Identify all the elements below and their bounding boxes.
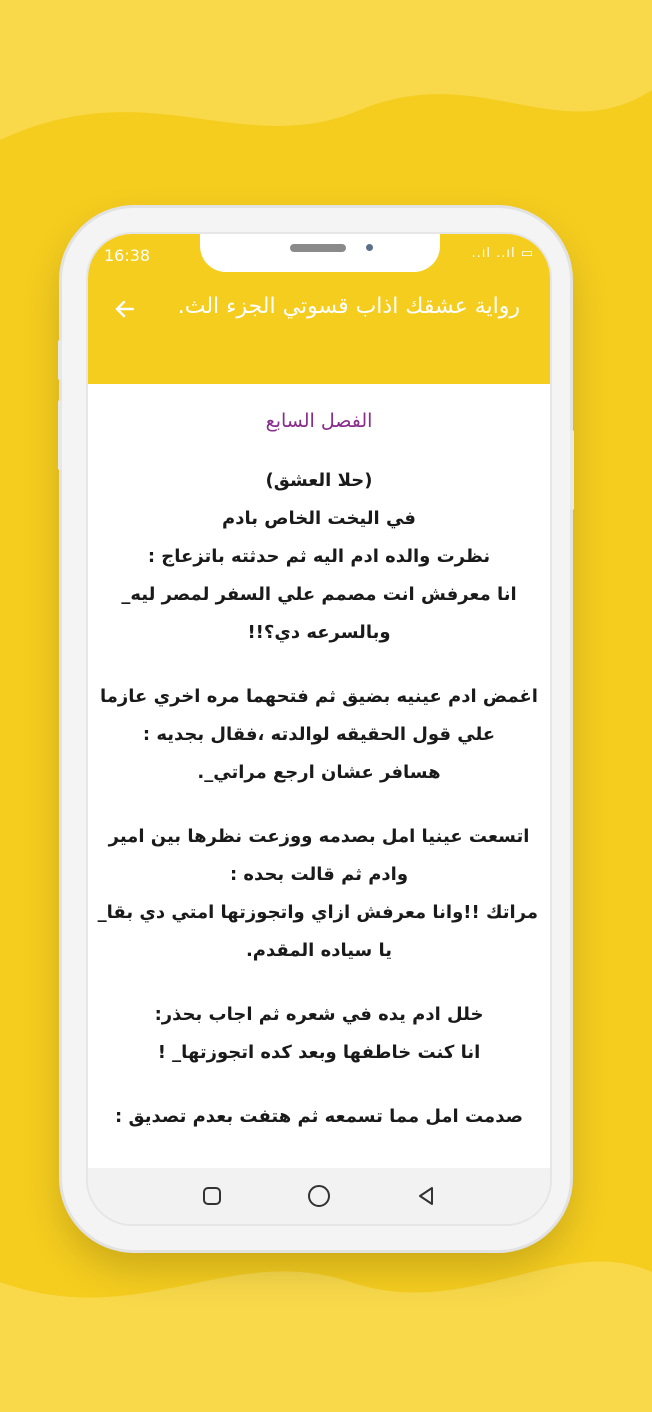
text-line: صدمت امل مما تسمعه ثم هتفت بعدم تصديق : xyxy=(115,1106,523,1127)
back-button[interactable] xyxy=(110,294,140,324)
camera-dot xyxy=(366,244,373,251)
paragraph xyxy=(100,996,538,1072)
phone-side-button xyxy=(58,400,62,470)
phone-side-button xyxy=(58,340,62,380)
paragraph xyxy=(97,818,538,970)
text-line: خلل ادم يده في شعره ثم اجاب بحذر: xyxy=(154,1004,484,1025)
back-nav-button[interactable] xyxy=(406,1176,446,1216)
status-time: 16:38 xyxy=(104,246,151,265)
triangle-back-icon xyxy=(415,1185,437,1207)
system-navbar xyxy=(88,1168,550,1224)
text-line: انا كنت خاطفها وبعد كده اتجوزتها_ ! xyxy=(157,1042,481,1063)
chapter-content[interactable] xyxy=(88,404,550,1169)
toolbar-title: رواية عشقك اذاب قسوتي الجزء الث. xyxy=(177,294,520,319)
text-line: وبالسرعه دي؟!! xyxy=(247,622,391,643)
circle-icon xyxy=(306,1183,332,1209)
chapter-title: الفصل السابع xyxy=(265,410,373,432)
notch xyxy=(200,234,440,272)
recents-button[interactable] xyxy=(192,1176,232,1216)
text-line: انا معرفش انت مصمم علي السفر لمصر ليه_ xyxy=(121,584,517,605)
text-line: مراتك !!وانا معرفش ازاي واتجوزتها امتي دي بقا_ xyxy=(97,902,538,923)
paragraph xyxy=(100,462,538,652)
text-line: وادم ثم قالت بحده : xyxy=(229,864,409,885)
text-line: هسافر عشان ارجع مراتي_. xyxy=(197,762,441,783)
speaker xyxy=(290,244,346,252)
text-line: اغمض ادم عينيه بضيق ثم فتحهما مره اخري عازما xyxy=(100,686,538,707)
phone-side-button xyxy=(570,430,574,510)
text-line: علي قول الحقيقه لوالدته ،فقال بجديه : xyxy=(142,724,496,745)
paragraph xyxy=(100,1098,538,1136)
text-line: اتسعت عينيا امل بصدمه ووزعت نظرها بين امير xyxy=(108,826,530,847)
phone-screen xyxy=(86,232,552,1226)
text-line: نظرت والده ادم اليه ثم حدثته باتزعاج : xyxy=(147,546,491,567)
text-line: في اليخت الخاص بادم xyxy=(222,508,416,529)
background-wave-top xyxy=(0,0,652,200)
text-line: (حلا العشق) xyxy=(265,470,373,491)
arrow-left-icon xyxy=(113,297,137,321)
paragraph xyxy=(100,678,538,792)
square-icon xyxy=(201,1185,223,1207)
header-wave xyxy=(88,330,550,400)
status-indicators: ..ıl ..ıl ▭ xyxy=(471,246,534,261)
home-button[interactable] xyxy=(299,1176,339,1216)
text-line: يا سياده المقدم. xyxy=(245,940,393,961)
